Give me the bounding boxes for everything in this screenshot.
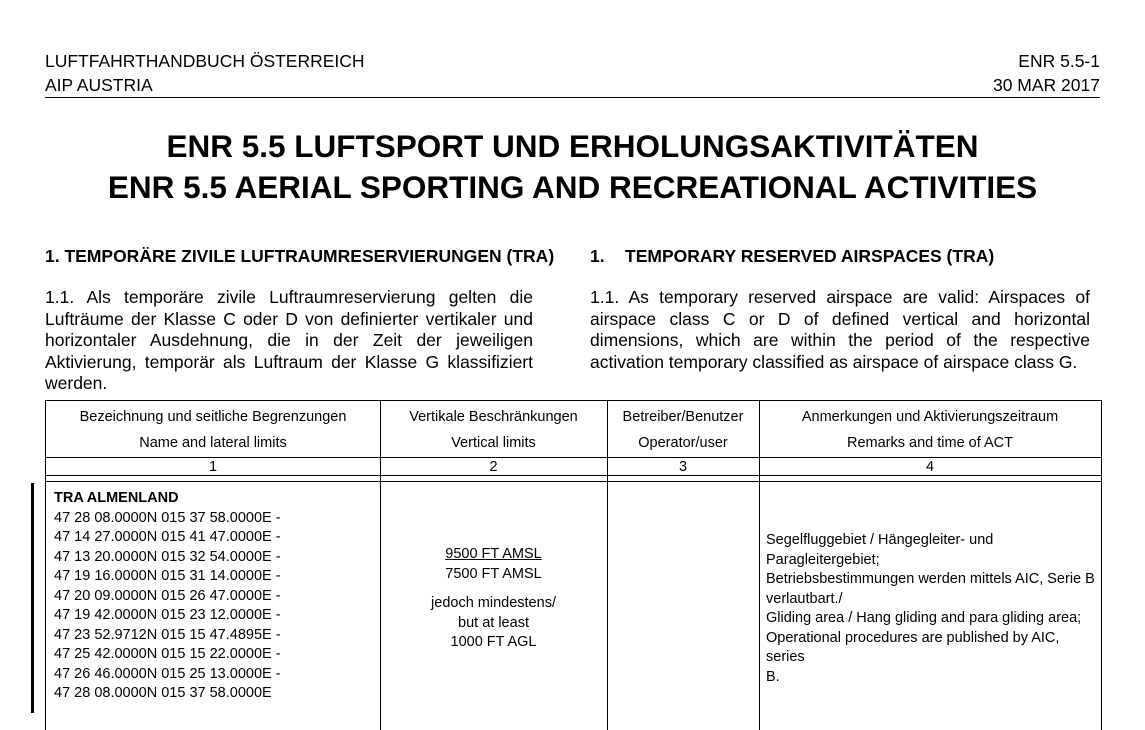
remarks-line: verlautbart./ xyxy=(766,590,843,607)
header-right xyxy=(993,49,1100,97)
coordinate: 47 28 08.0000N 015 37 58.0000E xyxy=(54,685,272,701)
column-number: 4 xyxy=(925,459,935,475)
remarks-cell xyxy=(766,531,1098,687)
header-rule xyxy=(45,97,1100,98)
vertical-limits xyxy=(380,545,607,653)
title-en: ENR 5.5 AERIAL SPORTING AND RECREATIONAL ACTIVITIES xyxy=(107,169,1038,205)
column-header-name: Bezeichnung und seitliche Begrenzungen Name and lateral limits xyxy=(79,409,347,451)
remarks-line: B. xyxy=(766,668,780,685)
page-number: ENR 5.5-1 xyxy=(1018,51,1100,71)
column-number: 1 xyxy=(208,459,218,475)
coordinate: 47 19 42.0000N 015 23 12.0000E - xyxy=(54,607,281,623)
coordinate-list xyxy=(54,509,374,704)
minimum-value: 1000 FT AGL xyxy=(450,634,537,650)
upper-limit: 9500 FT AMSL xyxy=(445,546,542,562)
page-title xyxy=(0,126,1145,208)
minimum-note-de: jedoch mindestens/ xyxy=(431,595,556,611)
section-title-en: TEMPORARY RESERVED AIRSPACES (TRA) xyxy=(625,246,995,266)
section-number-en: 1. xyxy=(590,246,605,266)
section-heading-en xyxy=(590,246,994,267)
coordinate: 47 25 42.0000N 015 15 22.0000E - xyxy=(54,646,281,662)
remarks-line: Betriebsbestimmungen werden mittels AIC, Serie B xyxy=(766,571,1095,587)
coordinate: 47 13 20.0000N 015 32 54.0000E - xyxy=(54,548,281,565)
handbook-title-en: AIP AUSTRIA xyxy=(45,75,153,95)
tra-name: TRA ALMENLAND xyxy=(54,490,179,506)
remarks-line: Segelfluggebiet / Hängegleiter- und xyxy=(766,532,994,548)
column-number: 2 xyxy=(489,459,498,475)
number-row-divider xyxy=(46,481,1101,482)
coordinate: 47 26 46.0000N 015 25 13.0000E - xyxy=(54,665,281,682)
title-de: ENR 5.5 LUFTSPORT UND ERHOLUNGSAKTIVITÄTEN xyxy=(166,128,979,164)
column-header-vertical: Vertikale Beschränkungen Vertical limits xyxy=(409,409,578,451)
remarks-line: Paragleitergebiet; xyxy=(766,551,880,568)
change-bar xyxy=(31,483,34,713)
section-heading-de: 1. TEMPORÄRE ZIVILE LUFTRAUMRESERVIERUNGEN (TRA) xyxy=(45,246,555,266)
coordinate: 47 19 16.0000N 015 31 14.0000E - xyxy=(54,568,281,584)
paragraph-de: 1.1. Als temporäre zivile Luftraumreservierung gelten die Lufträume der Klasse C oder D von definierter vertikaler und horizontaler Ausdehnung, die in der Zeit der jeweiligen Aktivierung, temporär als Luftraum der Klasse G klassifiziert werden. xyxy=(45,287,533,393)
table-row-name xyxy=(54,489,374,704)
coordinate: 47 20 09.0000N 015 26 47.0000E - xyxy=(54,587,281,604)
column-header-remarks: Anmerkungen und Aktivierungszeitraum Remarks and time of ACT xyxy=(801,409,1059,451)
effective-date: 30 MAR 2017 xyxy=(992,75,1100,95)
tra-table xyxy=(45,400,1102,730)
minimum-note-en: but at least xyxy=(458,614,529,631)
coordinate: 47 28 08.0000N 015 37 58.0000E - xyxy=(54,509,281,526)
paragraph-en: 1.1. As temporary reserved airspace are valid: Airspaces of airspace class C or D of defined vertical and horizontal dimensions, which are within the period of the respective activation temporary classified as airspace of airspace class G. xyxy=(590,287,1090,372)
column-number: 3 xyxy=(678,459,688,475)
handbook-title-de: LUFTFAHRTHANDBUCH ÖSTERREICH xyxy=(45,51,365,71)
column-header-operator: Betreiber/Benutzer Operator/user xyxy=(622,409,744,451)
remarks-line: Gliding area / Hang gliding and para gliding area; xyxy=(766,610,1082,626)
remarks-line: Operational procedures are published by AIC, series xyxy=(766,629,1060,665)
coordinate: 47 23 52.9712N 015 15 47.4895E - xyxy=(54,626,281,643)
coordinate: 47 14 27.0000N 015 41 47.0000E - xyxy=(54,529,281,545)
header-left xyxy=(45,49,365,97)
lower-limit: 7500 FT AMSL xyxy=(445,565,542,582)
